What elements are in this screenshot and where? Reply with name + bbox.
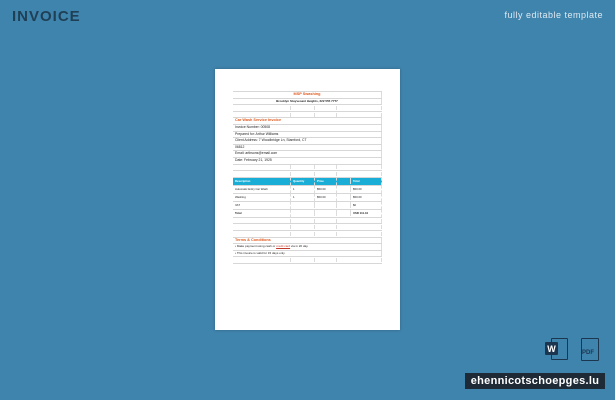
row-total: $50.00 (351, 194, 382, 201)
row-total: $50.00 (351, 186, 382, 193)
table-row (233, 201, 382, 209)
row-total: $0 (351, 202, 382, 209)
row-description: VAT (233, 202, 291, 209)
row-price (315, 202, 337, 208)
company-name: MSP Swashing (233, 92, 382, 98)
row-quantity: 1 (291, 194, 315, 201)
total-label: Total (233, 210, 291, 217)
row-price: $50.00 (315, 194, 337, 201)
col-price: Price (315, 178, 337, 185)
site-badge[interactable]: ehennicotschoepges.lu (465, 373, 605, 389)
row-description: Automatic Entry Car Wash (233, 186, 291, 193)
row-quantity: 1 (291, 186, 315, 193)
table-row (233, 193, 382, 201)
word-file-icon[interactable] (545, 338, 569, 362)
terms-item: • This invoice is valid for 15 days only. (233, 251, 382, 257)
client-address-zip: 06812 (233, 145, 382, 151)
invoice-heading: Car Wash Service Invoice (233, 118, 382, 124)
terms-item: • Make payment using cash or credit card via in 20 day. (233, 244, 382, 250)
row-description: Washing (233, 194, 291, 201)
prepared-for: Prepared for: Arthur Williams (233, 132, 382, 138)
col-description: Description (233, 178, 291, 185)
pdf-file-icon[interactable] (579, 338, 603, 362)
terms-heading: Terms & Conditions (233, 238, 382, 244)
col-total: Total (351, 178, 382, 185)
table-row (233, 185, 382, 193)
row-extra (337, 194, 351, 200)
format-icons (545, 338, 603, 362)
col-blank (337, 178, 351, 184)
table-total-row (233, 209, 382, 217)
invoice-sheet (233, 91, 382, 264)
terms-highlight: credit card (276, 244, 291, 249)
col-quantity: Quantity (291, 178, 315, 185)
invoice-date: Date: February 21, 1925 (233, 158, 382, 164)
row-extra (337, 202, 351, 208)
client-address: Client Address: 7 Woodbridge Ln, Stamford, CT (233, 138, 382, 144)
invoice-page (215, 69, 400, 330)
table-header (233, 177, 382, 185)
row-price: $50.00 (315, 186, 337, 193)
total-value: USD 111.44 (351, 210, 382, 217)
brand-title: INVOICE (12, 8, 81, 25)
client-email: Email: artbsons@email.com (233, 151, 382, 157)
brand-subtitle: fully editable template (504, 10, 603, 20)
company-address: Brooklyn Stuyvesant Heights, 222 555 7777 (233, 99, 382, 105)
word-letter: W (545, 342, 558, 355)
row-extra (337, 186, 351, 192)
pdf-label: PDF (582, 350, 594, 356)
invoice-number: Invoice Number: 00508 (233, 125, 382, 131)
row-quantity (291, 202, 315, 208)
